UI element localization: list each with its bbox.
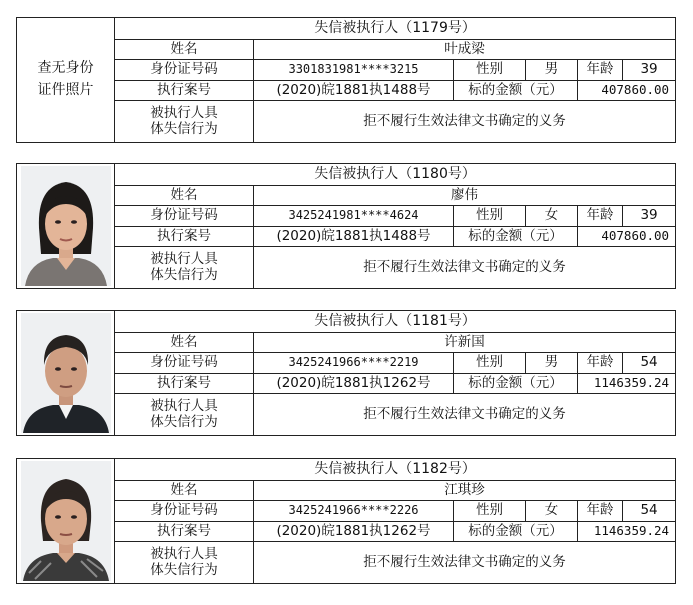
age-value: 54 <box>623 501 676 522</box>
female-portrait-icon <box>21 461 111 581</box>
gender-value: 女 <box>526 206 578 227</box>
gender-value: 男 <box>526 60 578 81</box>
no-photo-text: 证件照片 <box>37 82 94 98</box>
behavior-value: 拒不履行生效法律文书确定的义务 <box>254 247 676 289</box>
name-value: 江琪珍 <box>254 481 676 501</box>
amount-label: 标的金额（元） <box>454 81 578 101</box>
record-card-1180 <box>16 163 676 289</box>
id-number-label: 身份证号码 <box>115 206 254 227</box>
record-title: 失信被执行人（1180号） <box>115 164 676 186</box>
age-label: 年龄 <box>578 60 623 81</box>
id-number-value: 3425241981****4624 <box>254 206 454 227</box>
record-title: 失信被执行人（1182号） <box>115 459 676 481</box>
case-number-label: 执行案号 <box>115 374 254 394</box>
id-number-value: 3425241966****2219 <box>254 353 454 374</box>
id-number-label: 身份证号码 <box>115 501 254 522</box>
age-value: 54 <box>623 353 676 374</box>
gender-value: 男 <box>526 353 578 374</box>
portrait-photo <box>17 311 115 436</box>
behavior-value: 拒不履行生效法律文书确定的义务 <box>254 394 676 436</box>
id-number-label: 身份证号码 <box>115 353 254 374</box>
behavior-value: 拒不履行生效法律文书确定的义务 <box>254 542 676 584</box>
record-title: 失信被执行人（1179号） <box>115 18 676 40</box>
name-label: 姓名 <box>115 481 254 501</box>
name-label: 姓名 <box>115 333 254 353</box>
female-portrait-icon <box>21 166 111 286</box>
amount-label: 标的金额（元） <box>454 522 578 542</box>
case-number-value: (2020)皖1881执1262号 <box>254 374 454 394</box>
name-value: 叶成梁 <box>254 40 676 60</box>
record-title: 失信被执行人（1181号） <box>115 311 676 333</box>
name-label: 姓名 <box>115 186 254 206</box>
gender-label: 性别 <box>454 353 526 374</box>
behavior-label: 被执行人具 体失信行为 <box>115 247 254 289</box>
amount-label: 标的金额（元） <box>454 227 578 247</box>
name-value: 许新国 <box>254 333 676 353</box>
portrait-photo <box>17 164 115 289</box>
amount-label: 标的金额（元） <box>454 374 578 394</box>
id-number-value: 3425241966****2226 <box>254 501 454 522</box>
no-photo-text: 查无身份 <box>37 60 94 77</box>
record-card-1182 <box>16 458 676 584</box>
record-card-1181 <box>16 310 676 436</box>
behavior-label: 被执行人具 体失信行为 <box>115 101 254 143</box>
age-label: 年龄 <box>578 501 623 522</box>
amount-value: 1146359.24 <box>578 374 676 394</box>
case-number-value: (2020)皖1881执1488号 <box>254 81 454 101</box>
amount-value: 1146359.24 <box>578 522 676 542</box>
age-label: 年龄 <box>578 353 623 374</box>
behavior-label: 被执行人具 体失信行为 <box>115 542 254 584</box>
gender-label: 性别 <box>454 501 526 522</box>
gender-label: 性别 <box>454 206 526 227</box>
gender-label: 性别 <box>454 60 526 81</box>
amount-value: 407860.00 <box>578 81 676 101</box>
behavior-value: 拒不履行生效法律文书确定的义务 <box>254 101 676 143</box>
behavior-label: 被执行人具 体失信行为 <box>115 394 254 436</box>
case-number-label: 执行案号 <box>115 81 254 101</box>
gender-value: 女 <box>526 501 578 522</box>
id-number-label: 身份证号码 <box>115 60 254 81</box>
case-number-value: (2020)皖1881执1488号 <box>254 227 454 247</box>
record-card-1179 <box>16 17 676 143</box>
case-number-value: (2020)皖1881执1262号 <box>254 522 454 542</box>
age-value: 39 <box>623 206 676 227</box>
amount-value: 407860.00 <box>578 227 676 247</box>
name-value: 廖伟 <box>254 186 676 206</box>
name-label: 姓名 <box>115 40 254 60</box>
male-portrait-icon <box>21 313 111 433</box>
case-number-label: 执行案号 <box>115 227 254 247</box>
portrait-photo <box>17 459 115 584</box>
case-number-label: 执行案号 <box>115 522 254 542</box>
photo-placeholder <box>17 18 115 143</box>
id-number-value: 3301831981****3215 <box>254 60 454 81</box>
age-label: 年龄 <box>578 206 623 227</box>
age-value: 39 <box>623 60 676 81</box>
